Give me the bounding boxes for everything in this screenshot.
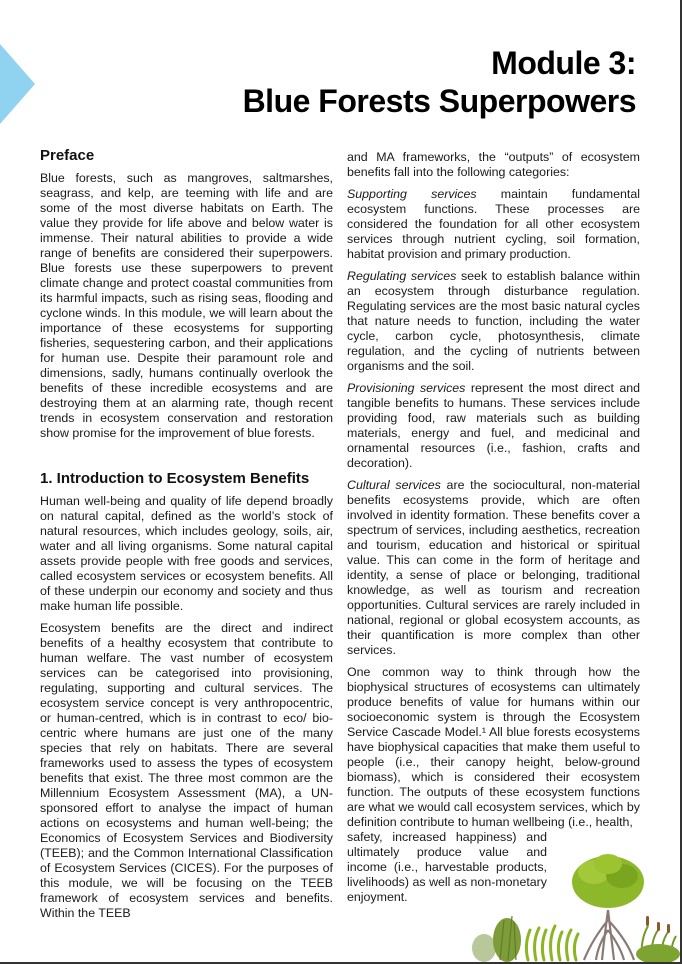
benefits-paragraph: Ecosystem benefits are the direct and indirect benefits of a healthy ecosystem that contribute to human welfare. The vast number of ecosystem services can be categorised into provisioning, regulating, supporting and cultural services. The ecosystem service concept is very anthropocentric, or human-centred, which is in contrast to eco/ bio-centric where humans are just one of the many species that rely on habitats. There are several frameworks used to assess the types of ecosystem benefits that exist. The three most common are the Millennium Ecosystem Assessment (MA), a UN-sponsored effort to analyse the impact of human actions on ecosystems and human well-being; the Economics of Ecosystem Services and Biodiversity (TEEB); and the Common International Classification of Ecosystem Services (CICES). For the purposes of this module, we will be focusing on the TEEB framework of ecosystem services and benefits. Within the TEEB — [40, 621, 333, 920]
mangrove-plants-illustration — [462, 850, 680, 962]
cultural-text: are the sociocultural, non-material benefits ecosystems provide, which are often involved in identity formation. These benefits cover a spectrum of services, including aesthetics, recreation and tourism, education and historical or spiritual value. This can come in the form of heritage and identity, a sense of place or belonging, traditional knowledge, as well as tourism and recreation opportunities. Cultural services are rarely included in national, regional or global ecosystem accounts, as their quantification is more complex than other services. — [347, 478, 640, 657]
left-column — [40, 148, 333, 928]
module-number: Module 3: — [491, 45, 636, 81]
seagrass-icon — [526, 926, 578, 960]
regulating-text: seek to establish balance within an ecosystem through disturbance regulation. Regulating services are the most basic natural cycles that nature needs to function, including the water cycle, carbon cycle, photosynthesis, climate regulation, and the cycling of nutrients between organisms and the soil. — [347, 269, 640, 373]
module-name: Blue Forests Superpowers — [242, 83, 636, 119]
cascade-model-tail: safety, increased happiness) and ultimately produce value and income (i.e., harvestable products, livelihoods) as well as non-monetary enjoyment. — [347, 830, 547, 904]
saltmarsh-shrub-icon — [472, 916, 521, 962]
cultural-services-paragraph — [347, 478, 640, 658]
mangrove-tree-icon — [572, 854, 644, 960]
intro-paragraph: Human well-being and quality of life depend broadly on natural capital, defined as the world’s stock of natural resources, which includes geology, soils, air, water and all living organisms. Some natural capital assets provide people with free goods and services, called ecosystem services or ecosystem benefits. All of these underpin our economy and society and thus make human life possible. — [40, 494, 333, 613]
frameworks-continuation: and MA frameworks, the “outputs” of ecosystem benefits fall into the following categories: — [347, 150, 640, 179]
regulating-term: Regulating services — [347, 269, 457, 283]
cascade-model-paragraph: One common way to think through how the biophysical structures of ecosystems can ultimately produce benefits of value for humans within our socioeconomic system is through the Ecosystem Service Cascade Model.¹ All blue forests ecosystems have biophysical capacities that make them useful to people (i.e., their canopy height, below-ground biomass), which is considered their ecosystem function. The outputs of these ecosystem functions are what we would call ecosystem services, which by definition contribute to human wellbeing (i.e., health, — [347, 665, 640, 829]
preface-heading: Preface — [40, 147, 95, 164]
cultural-term: Cultural services — [347, 478, 441, 492]
supporting-services-paragraph — [347, 187, 640, 262]
right-column — [347, 150, 640, 912]
provisioning-services-paragraph — [347, 381, 640, 471]
section-heading: 1. Introduction to Ecosystem Benefits — [40, 470, 310, 487]
supporting-text: maintain fundamental ecosystem functions. These processes are considered the foundation for all other ecosystem services through nutrient cycling, soil formation, habitat provision and primary production. — [347, 187, 640, 261]
provisioning-term: Provisioning services — [347, 381, 466, 395]
supporting-term: Supporting services — [347, 187, 477, 201]
page-title — [243, 44, 636, 120]
chevron-right-icon — [0, 44, 35, 124]
provisioning-text: represent the most direct and tangible benefits to humans. These services include providing food, raw materials such as building materials, energy and fuel, and medicinal and ornamental resources (i.e., fashion, crafts and decoration). — [347, 381, 640, 470]
preface-paragraph: Blue forests, such as mangroves, saltmarshes, seagrass, and kelp, are teeming with life and are some of the most diverse habitats on Earth. The value they provide for life above and below water is immense. Their natural abilities to provide a wide range of benefits are considered their superpowers. Blue forests use these superpowers to prevent climate change and protect coastal communities from its harmful impacts, such as rising seas, flooding and cyclone winds. In this module, we will learn about the importance of these ecosystems for supporting fisheries, sequestering carbon, and their applications for human use. Despite their paramount role and dimensions, sadly, humans continually overlook the benefits of these incredible ecosystems and are destroying them at an alarming rate, though recent trends in ecosystem conservation and restoration show promise for the improvement of blue forests. — [40, 171, 333, 440]
regulating-services-paragraph — [347, 269, 640, 374]
cattail-reeds-icon — [636, 916, 680, 962]
